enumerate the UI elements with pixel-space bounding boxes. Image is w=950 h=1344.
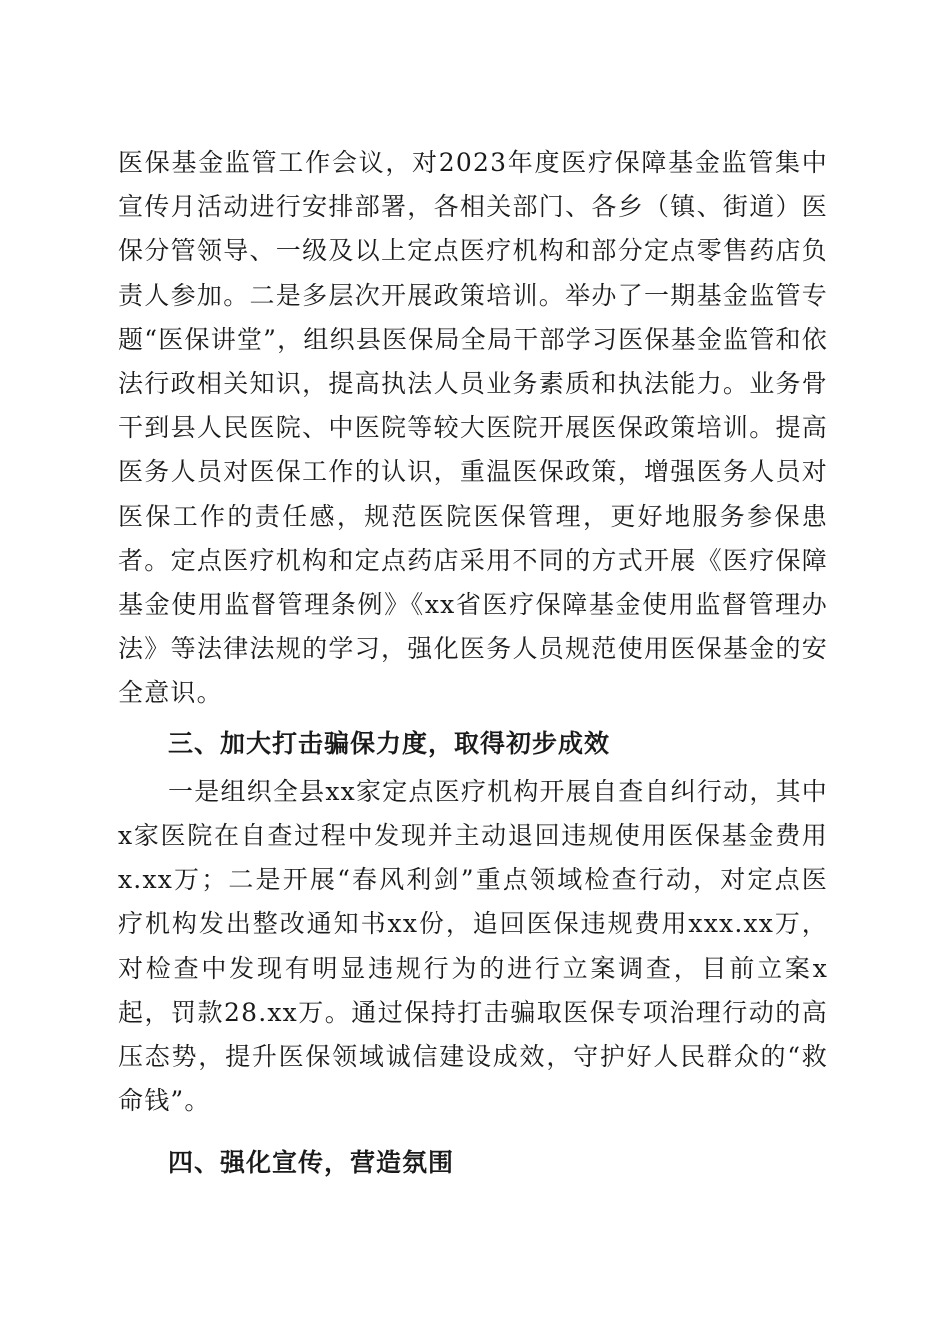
section-heading-4: 四、强化宣传，营造氛围 (168, 1148, 455, 1178)
body-paragraph: 医保基金监管工作会议，对2023年度医疗保障基金监管集中宣传月活动进行安排部署，各相关部门、各乡（镇、街道）医保分管领导、一级及以上定点医疗机构和部分定点零售药店负责人参加。二是多层次开展政策培训。举办了一期基金监管专题“医保讲堂”，组织县医保局全局干部学习医保基金监管和依法行政相关知识，提高执法人员业务素质和执法能力。业务骨干到县人民医院、中医院等较大医院开展医保政策培训。提高医务人员对医保工作的认识，重温医保政策，增强医务人员对医保工作的责任感，规范医院医保管理，更好地服务参保患者。定点医疗机构和定点药店采用不同的方式开展《医疗保障基金使用监督管理条例》《xx省医疗保障基金使用监督管理办法》等法律法规的学习，强化医务人员规范使用医保基金的安全意识。 (118, 148, 828, 708)
section-heading-3: 三、加大打击骗保力度，取得初步成效 (168, 728, 611, 758)
body-paragraph: 一是组织全县xx家定点医疗机构开展自查自纠行动，其中x家医院在自查过程中发现并主动退回违规使用医保基金费用x.xx万；二是开展“春风利剑”重点领域检查行动，对定点医疗机构发出整改通知书xx份，追回医保违规费用xxx.xx万，对检查中发现有明显违规行为的进行立案调查，目前立案x起，罚款28.xx万。通过保持打击骗取医保专项治理行动的高压态势，提升医保领域诚信建设成效，守护好人民群众的“救命钱”。 (118, 776, 828, 1116)
document-body (118, 141, 828, 1186)
